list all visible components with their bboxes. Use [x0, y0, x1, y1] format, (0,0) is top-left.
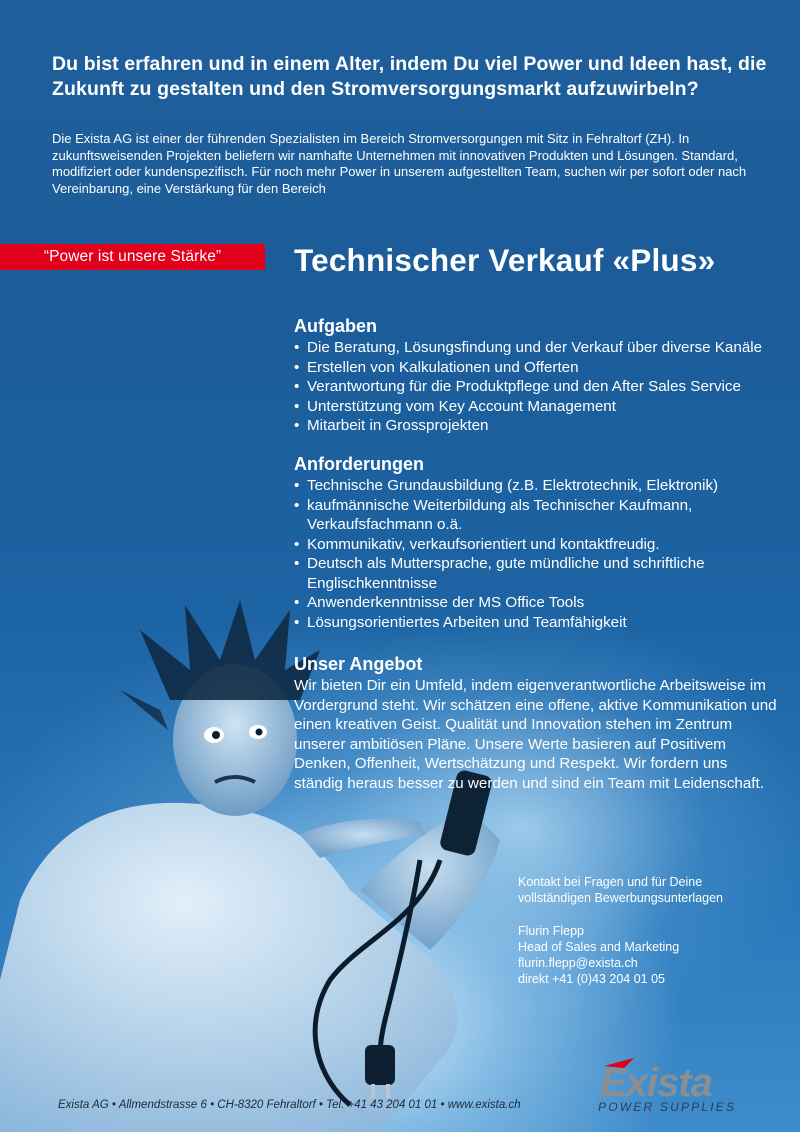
section-angebot	[294, 653, 780, 793]
contact-phone: direkt +41 (0)43 204 01 05	[518, 972, 665, 987]
contact-intro: Kontakt bei Fragen und für Deine	[518, 875, 703, 889]
list-item: • Unterstützung vom Key Account Management	[294, 397, 774, 417]
footer-address: Exista AG • Allmendstrasse 6 • CH-8320 Fehraltorf • Tel. +41 43 204 01 01 • www.exista.ch	[58, 1099, 521, 1111]
list-item: • Erstellen von Kalkulationen und Offerten	[294, 358, 774, 378]
list-item: • kaufmännische Weiterbildung als Technischer Kaufmann, Verkaufsfachmann o.ä.	[294, 496, 724, 535]
contact-intro: vollständigen Bewerbungsunterlagen	[518, 891, 724, 906]
list-item: • Verantwortung für die Produktpflege und den After Sales Service	[294, 377, 774, 397]
electrocuted-man-photo	[0, 560, 560, 1132]
job-title: Technischer Verkauf «Plus»	[294, 242, 716, 278]
list-item: • Mitarbeit in Grossprojekten	[294, 416, 774, 436]
section-aufgaben	[294, 315, 774, 436]
list-item: • Deutsch als Muttersprache, gute mündliche und schriftliche Englischkenntnisse	[294, 554, 724, 593]
list-item: • Lösungsorientiertes Arbeiten und Teamfähigkeit	[294, 613, 724, 633]
contact-email[interactable]: flurin.flepp@exista.ch	[518, 956, 638, 971]
offer-text: Wir bieten Dir ein Umfeld, indem eigenverantwortliche Arbeitsweise im Vordergrund steht. Wir schätzen eine offene, aktive Kommunikation und einen kreativen Geist. Qualität und Innovation stehen im Zentrum unserer ambitiösen Pläne. Unsere Werte basieren auf Positivem Denken, Offenheit, Wertschätzung und Respekt. Wir fordern uns ständig heraus besser zu werden und sind ein Team mit Leidenschaft.	[294, 677, 777, 792]
logo-tagline: POWER SUPPLIES	[598, 1100, 737, 1114]
logo-word: Exista	[600, 1061, 712, 1105]
section-heading: Anforderungen	[294, 454, 424, 474]
section-anforderungen	[294, 453, 774, 632]
slogan-text: “Power ist unsere Stärke”	[43, 248, 222, 265]
section-heading: Aufgaben	[294, 316, 377, 336]
list-item: • Die Beratung, Lösungsfindung und der Verkauf über diverse Kanäle	[294, 338, 774, 358]
requirements-list	[294, 476, 724, 632]
section-heading: Unser Angebot	[294, 654, 423, 674]
contact-name: Flurin Flepp	[518, 923, 584, 938]
task-list	[294, 338, 774, 436]
slogan-banner	[0, 244, 265, 270]
list-item: • Anwenderkenntnisse der MS Office Tools	[294, 593, 724, 613]
list-item: • Technische Grundausbildung (z.B. Elektrotechnik, Elektronik)	[294, 476, 724, 496]
intro-text: Die Exista AG ist einer der führenden Spezialisten im Bereich Stromversorgungen mit Sitz in Fehraltorf (ZH). In zukunftsweisenden Projekten beliefern wir namhafte Unternehmen mit innovativen Produkten und Lösungen. Standard, modifiziert oder kundenspezifisch. Für noch mehr Power in unserem aufgestellten Team, suchen wir per sofort oder nach Vereinbarung, eine Verstärkung für den Bereich	[52, 131, 747, 196]
contact-block	[518, 874, 768, 988]
contact-role: Head of Sales and Marketing	[518, 939, 680, 954]
headline: Du bist erfahren und in einem Alter, indem Du viel Power und Ideen hast, die Zukunft zu gestalten und den Stromversorgungsmarkt aufzuwirbeln?	[52, 53, 767, 100]
list-item: • Kommunikativ, verkaufsorientiert und kontaktfreudig.	[294, 535, 724, 555]
